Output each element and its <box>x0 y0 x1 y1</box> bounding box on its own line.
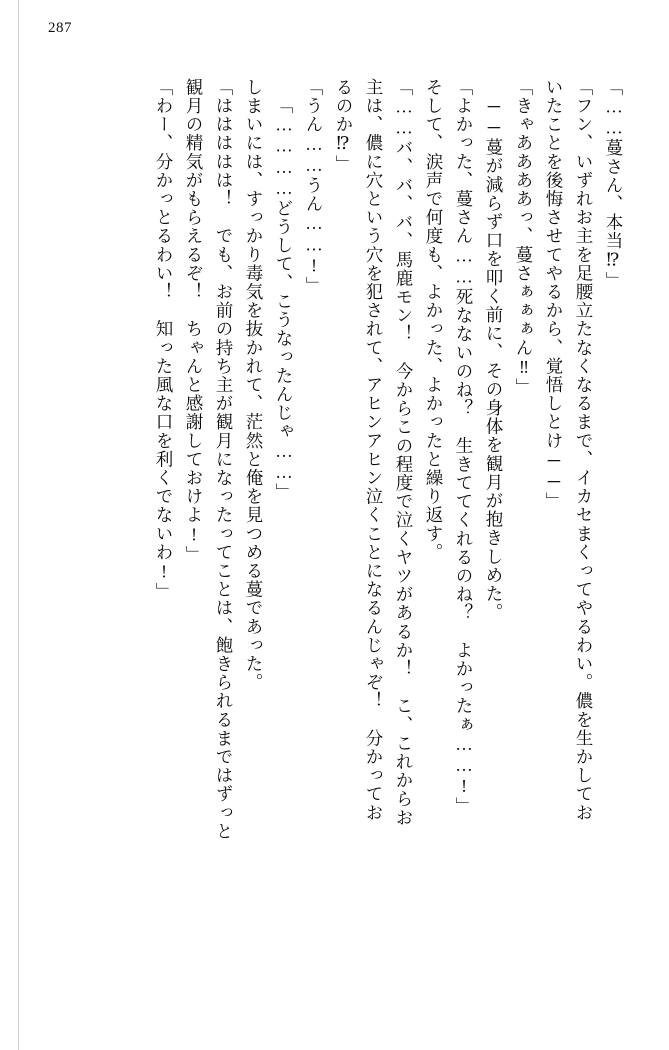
text-column: しまいには、すっかり毒気を抜かれて、茫然と俺を見つめる蔓であった。 <box>244 78 264 692</box>
text-column: 主は、儂に穴という穴を犯されて、アヒンアヒン泣くことになるんじゃぞ！ 分かってお <box>364 78 384 822</box>
text-column: 「よかった、蔓さん……死なないのね？ 生きててくれるのね？ よかったぁ……!」 <box>454 78 474 816</box>
text-column: るのか⁉」 <box>334 78 354 174</box>
text-column: 「わー、分かっとるわい！ 知った風な口を利くでないわ!」 <box>154 78 174 602</box>
text-column: 「フン、いずれお主を足腰立たなくなるまで、イカセまくってやるわい。儂を生かしてお <box>574 78 594 822</box>
text-column: 「ははははは！ でも、お前の持ち主が観月になったってことは、飽きられるまではずっと <box>214 78 234 841</box>
text-column: いたことを後悔させてやるから、覚悟しとけ──」 <box>544 78 564 511</box>
text-column: 「…………どうして、こうなったんじゃ……」 <box>274 96 294 502</box>
page-spine-rule <box>18 0 19 1050</box>
text-column: 「うん……うん……!」 <box>304 78 324 296</box>
text-column: ──蔓が減らず口を叩く前に、その身体を観月が抱きしめた。 <box>484 96 504 622</box>
page-number: 287 <box>48 20 72 36</box>
vertical-text-block <box>34 78 629 1008</box>
text-column: 「……蔓さん、本当⁉」 <box>604 78 624 291</box>
text-column: そして、涙声で何度も、よかった、よかったと繰り返す。 <box>424 78 444 562</box>
text-column: 「……バ、バ、バ、馬鹿モン！ 今からこの程度で泣くヤツがあるか！ こ、これからお <box>394 78 414 827</box>
text-column: 「きゃああああっ、蔓さぁぁぁん‼」 <box>514 78 534 397</box>
text-column: 観月の精気がもらえるぞ！ ちゃんと感謝しておけよ!」 <box>184 78 204 565</box>
